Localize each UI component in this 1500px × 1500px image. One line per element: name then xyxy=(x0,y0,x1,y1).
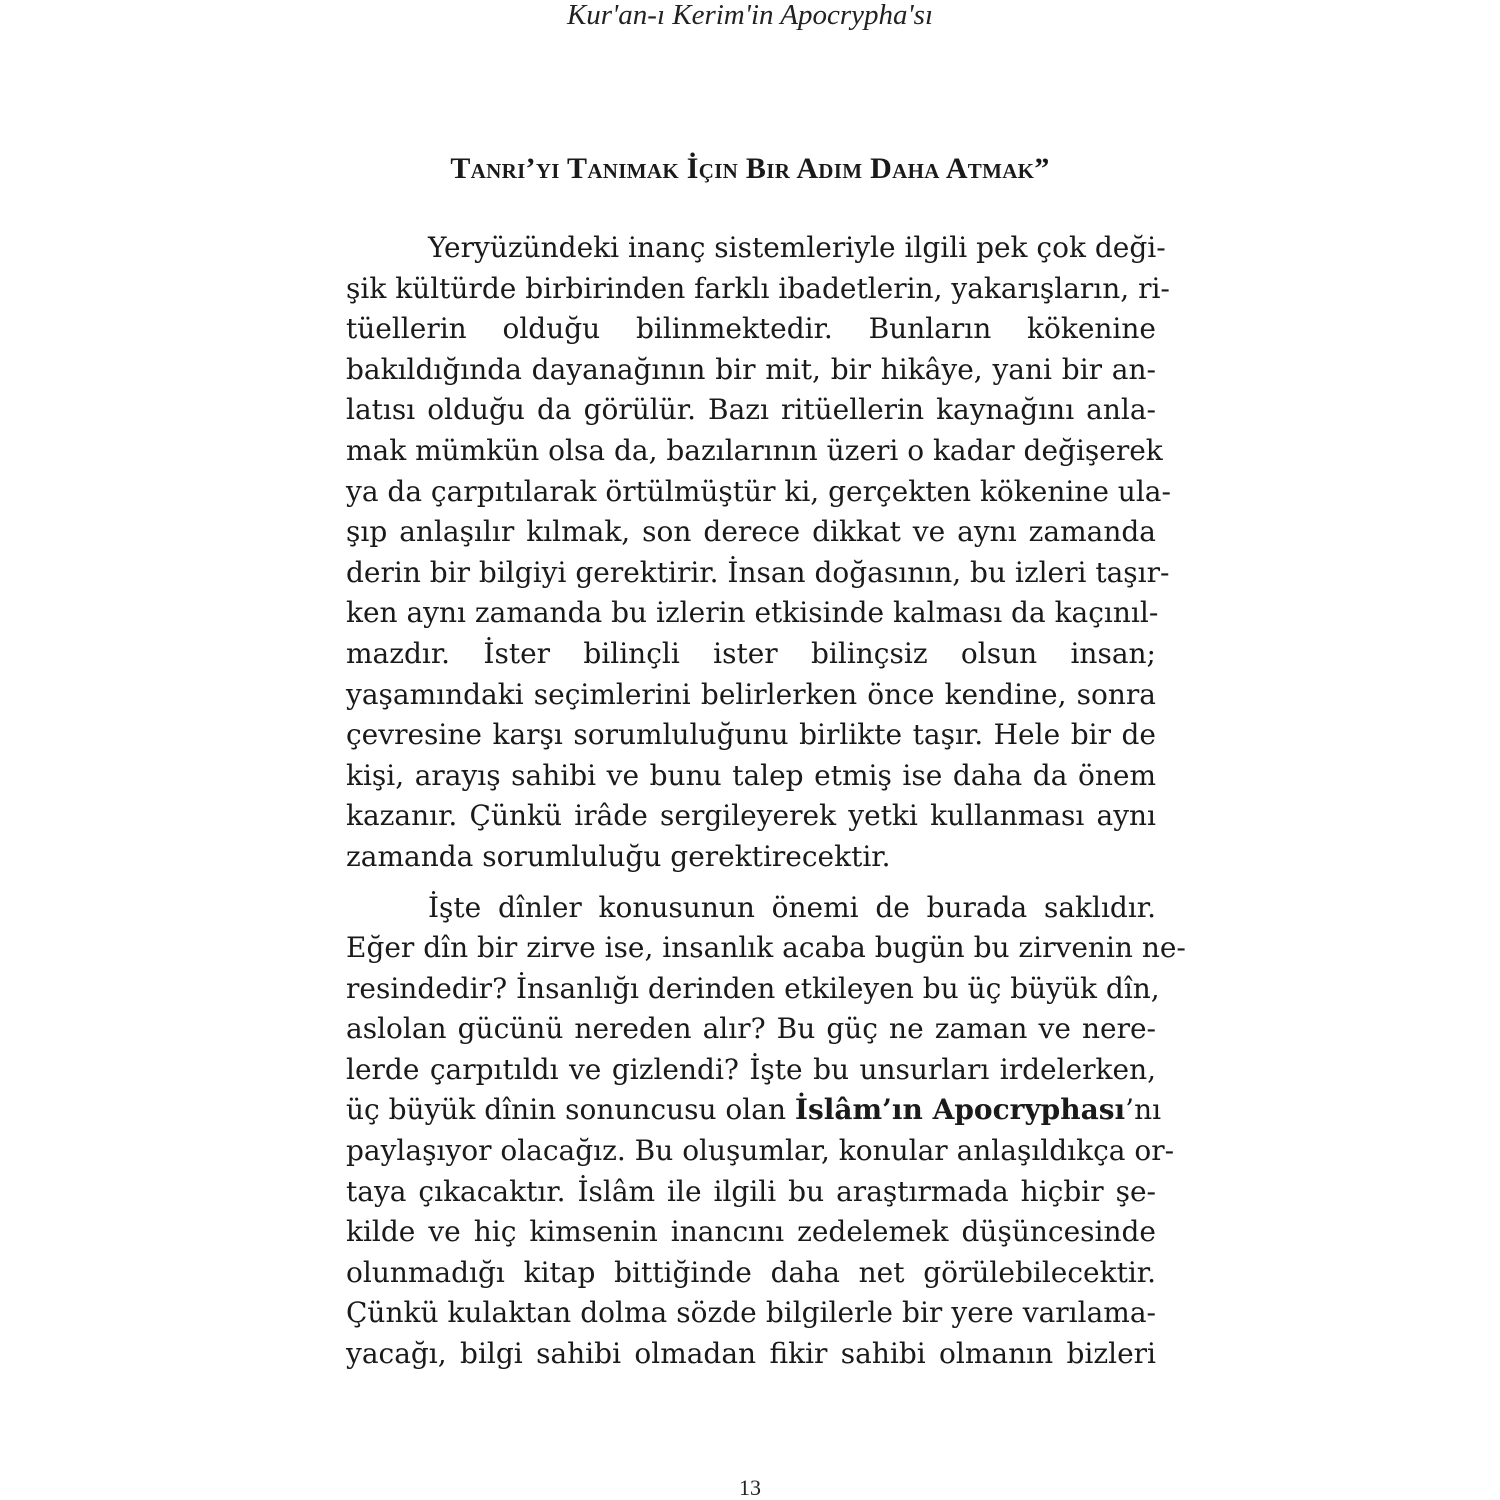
body-text xyxy=(346,228,1186,1375)
text-line: şıp anlaşılır kılmak, son derece dikkat ve aynı zamanda xyxy=(346,515,1156,549)
text-line: zamanda sorumluluğu gerektirecektir. xyxy=(346,839,891,873)
text-line: taya çıkacaktır. İslâm ile ilgili bu araştırmada hiçbir şe- xyxy=(346,1174,1156,1208)
text-line: resindedir? İnsanlığı derinden etkileyen bu üç büyük dîn, xyxy=(346,971,1160,1005)
running-header: Kur'an-ı Kerim'in Apocrypha'sı xyxy=(566,0,934,31)
emphasis-line xyxy=(346,1090,1162,1131)
paragraph-2 xyxy=(346,888,1186,1375)
text-line: kişi, arayış sahibi ve bunu talep etmiş ise daha da önem xyxy=(346,758,1156,792)
text-line: tüellerin olduğu bilinmektedir. Bunların kökenine xyxy=(346,312,1156,346)
paragraph-gap xyxy=(346,878,1156,888)
text-line: İşte dînler konusunun önemi de burada saklıdır. xyxy=(428,890,1156,924)
text-line: bakıldığında dayanağının bir mit, bir hikâye, yani bir an- xyxy=(346,352,1156,386)
text-line: Yeryüzündeki inanç sistemleriyle ilgili pek çok deği- xyxy=(428,231,1166,264)
text-line: paylaşıyor olacağız. Bu oluşumlar, konular anlaşıldıkça or- xyxy=(346,1134,1175,1168)
paragraph-1 xyxy=(346,228,1171,878)
text-line: Eğer dîn bir zirve ise, insanlık acaba bugün bu zirvenin ne- xyxy=(346,931,1186,965)
text-line: olunmadığı kitap bittiğinde daha net görülebilecektir. xyxy=(346,1255,1156,1289)
text-line: kilde ve hiç kimsenin inancını zedelemek düşüncesinde xyxy=(346,1215,1156,1249)
emphasis-prefix: üç büyük dînin sonuncusu olan xyxy=(346,1093,795,1127)
text-line: latısı olduğu da görülür. Bazı ritüellerin kaynağını anla- xyxy=(346,393,1156,427)
chapter-title: Tanrı’yı Tanımak İçin Bir Adım Daha Atmak” xyxy=(450,152,1050,185)
emphasis-suffix: ’nı xyxy=(1125,1093,1162,1127)
text-line: çevresine karşı sorumluluğunu birlikte taşır. Hele bir de xyxy=(346,718,1156,752)
text-line: ya da çarpıtılarak örtülmüştür ki, gerçekten kökenine ula- xyxy=(346,474,1171,508)
text-line: yacağı, bilgi sahibi olmadan fikir sahibi olmanın bizleri xyxy=(346,1337,1156,1371)
text-line: aslolan gücünü nereden alır? Bu güç ne zaman ve nere- xyxy=(346,1012,1156,1046)
text-line: yaşamındaki seçimlerini belirlerken önce kendine, sonra xyxy=(346,677,1156,711)
emphasis-bold-text: İslâm’ın Apocryphası xyxy=(794,1093,1126,1127)
text-line: derin bir bilgiyi gerektirir. İnsan doğasının, bu izleri taşır- xyxy=(346,555,1170,589)
text-line: ken aynı zamanda bu izlerin etkisinde kalması da kaçınıl- xyxy=(346,596,1159,630)
text-line: kazanır. Çünkü irâde sergileyerek yetki kullanması aynı xyxy=(346,799,1156,833)
text-line: lerde çarpıtıldı ve gizlendi? İşte bu unsurları irdelerken, xyxy=(346,1052,1156,1086)
text-line: şik kültürde birbirinden farklı ibadetlerin, yakarışların, ri- xyxy=(346,271,1170,305)
text-line: mazdır. İster bilinçli ister bilinçsiz olsun insan; xyxy=(346,636,1156,670)
page-number: 13 xyxy=(739,1475,761,1500)
text-line: Çünkü kulaktan dolma sözde bilgilerle bir yere varılama- xyxy=(346,1296,1156,1330)
text-line: mak mümkün olsa da, bazılarının üzeri o kadar değişerek xyxy=(346,433,1163,467)
